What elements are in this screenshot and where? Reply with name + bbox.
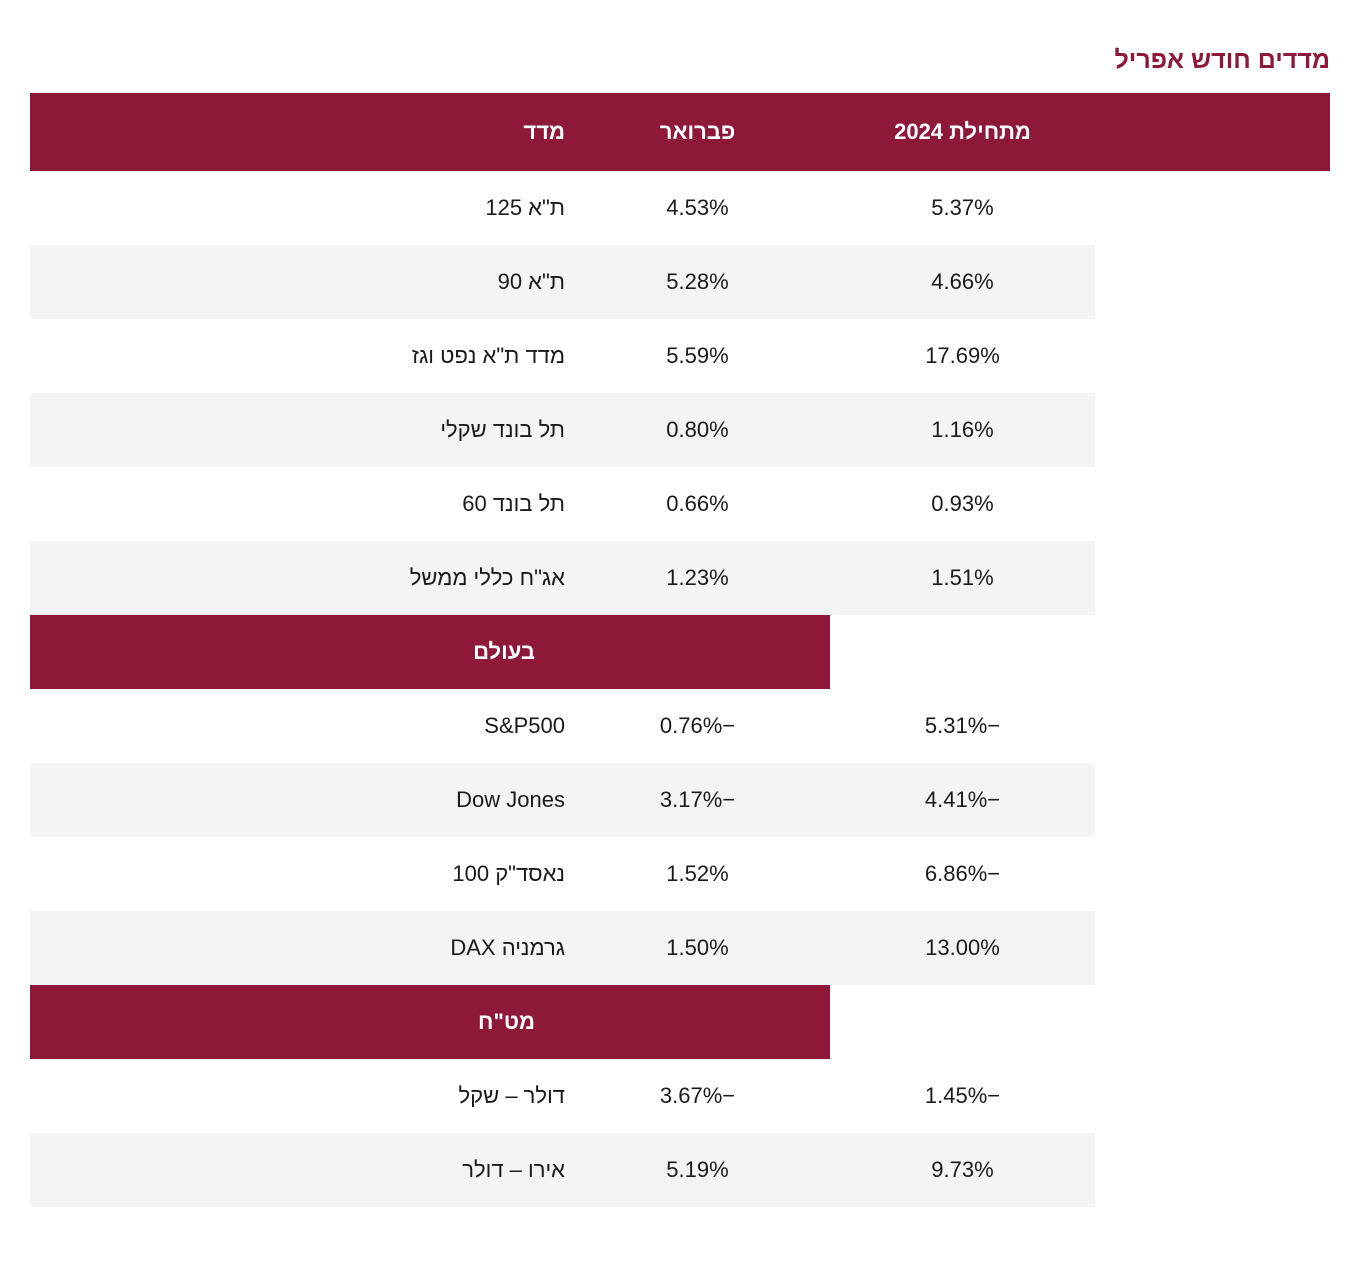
table-header-row: [30, 93, 1330, 171]
table-section-row: [30, 985, 1330, 1059]
cell-index-name: ת"א 125: [30, 171, 565, 245]
section-label: מט"ח: [30, 985, 565, 1059]
table-row: [30, 689, 1330, 763]
cell-index-name: S&P500: [30, 689, 565, 763]
table-row: [30, 393, 1330, 467]
row-gutter: [1095, 541, 1330, 615]
cell-ytd: −1.45%: [830, 1059, 1095, 1133]
cell-index-name: ת"א 90: [30, 245, 565, 319]
cell-index-name: Dow Jones: [30, 763, 565, 837]
cell-ytd: 1.51%: [830, 541, 1095, 615]
cell-ytd: 9.73%: [830, 1133, 1095, 1207]
cell-ytd: −5.31%: [830, 689, 1095, 763]
table-row: [30, 911, 1330, 985]
row-gutter: [1095, 467, 1330, 541]
cell-index-name: נאסד"ק 100: [30, 837, 565, 911]
row-gutter: [1095, 763, 1330, 837]
section-empty-ytd: [830, 985, 1095, 1059]
section-fill: [565, 985, 830, 1059]
row-gutter: [1095, 911, 1330, 985]
section-gutter: [1095, 615, 1330, 689]
row-gutter: [1095, 319, 1330, 393]
section-empty-ytd: [830, 615, 1095, 689]
table-row: [30, 837, 1330, 911]
cell-ytd: 13.00%: [830, 911, 1095, 985]
cell-index-name: דולר – שקל: [30, 1059, 565, 1133]
column-header-ytd: מתחילת 2024: [830, 93, 1095, 171]
table-row: [30, 171, 1330, 245]
section-gutter: [1095, 985, 1330, 1059]
cell-month: 1.23%: [565, 541, 830, 615]
indices-table: [30, 93, 1330, 1207]
table-row: [30, 245, 1330, 319]
row-gutter: [1095, 245, 1330, 319]
table-body: [30, 171, 1330, 1207]
cell-ytd: 17.69%: [830, 319, 1095, 393]
table-head: [30, 93, 1330, 171]
section-label: בעולם: [30, 615, 565, 689]
cell-month: −0.76%: [565, 689, 830, 763]
cell-index-name: אירו – דולר: [30, 1133, 565, 1207]
column-header-month: פברואר: [565, 93, 830, 171]
table-row: [30, 541, 1330, 615]
cell-ytd: 5.37%: [830, 171, 1095, 245]
cell-month: 1.52%: [565, 837, 830, 911]
cell-ytd: −4.41%: [830, 763, 1095, 837]
cell-month: 5.19%: [565, 1133, 830, 1207]
page-title: מדדים חודש אפריל: [1114, 46, 1330, 74]
table-row: [30, 467, 1330, 541]
cell-month: −3.67%: [565, 1059, 830, 1133]
section-fill: [565, 615, 830, 689]
row-gutter: [1095, 837, 1330, 911]
cell-month: 0.80%: [565, 393, 830, 467]
cell-month: 5.59%: [565, 319, 830, 393]
row-gutter: [1095, 1059, 1330, 1133]
cell-ytd: 0.93%: [830, 467, 1095, 541]
cell-index-name: מדד ת"א נפט וגז: [30, 319, 565, 393]
table-row: [30, 1133, 1330, 1207]
table-row: [30, 763, 1330, 837]
cell-month: 4.53%: [565, 171, 830, 245]
row-gutter: [1095, 393, 1330, 467]
cell-ytd: −6.86%: [830, 837, 1095, 911]
cell-month: 0.66%: [565, 467, 830, 541]
header-gutter: [1095, 93, 1330, 171]
table-row: [30, 319, 1330, 393]
table-section-row: [30, 615, 1330, 689]
table-row: [30, 1059, 1330, 1133]
row-gutter: [1095, 1133, 1330, 1207]
cell-index-name: תל בונד 60: [30, 467, 565, 541]
cell-month: 1.50%: [565, 911, 830, 985]
column-header-name: מדד: [30, 93, 565, 171]
cell-ytd: 4.66%: [830, 245, 1095, 319]
row-gutter: [1095, 171, 1330, 245]
cell-month: 5.28%: [565, 245, 830, 319]
cell-index-name: אג"ח כללי ממשל: [30, 541, 565, 615]
cell-index-name: גרמניה DAX: [30, 911, 565, 985]
cell-month: −3.17%: [565, 763, 830, 837]
cell-index-name: תל בונד שקלי: [30, 393, 565, 467]
cell-ytd: 1.16%: [830, 393, 1095, 467]
row-gutter: [1095, 689, 1330, 763]
